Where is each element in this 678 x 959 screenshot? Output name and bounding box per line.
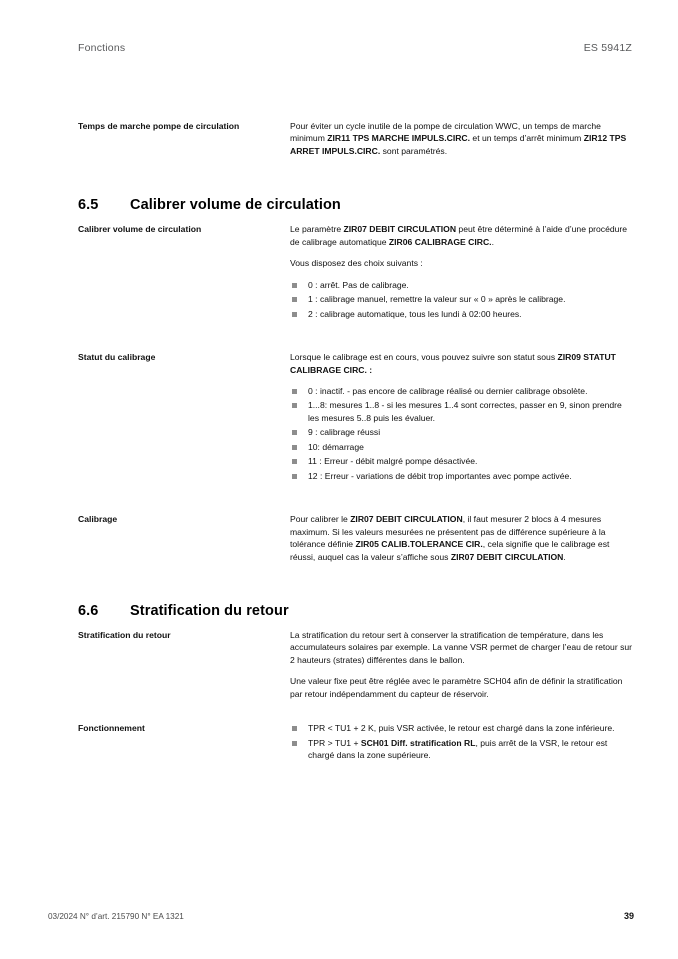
text-run: 11 : Erreur - débit malgré pompe désactivée.: [308, 456, 478, 467]
text-run: Le paramètre: [290, 224, 344, 235]
text-run: .: [491, 236, 494, 247]
list-item: [290, 426, 634, 438]
text-run: 1 : calibrage manuel, remettre la valeur sur « 0 » après le calibrage.: [308, 294, 566, 305]
section-title: Stratification du retour: [130, 602, 289, 619]
list-item: [290, 279, 634, 291]
text-run: 2 : calibrage automatique, tous les lundi à 02:00 heures.: [308, 308, 522, 319]
text-run: La stratification du retour sert à conserver la stratification de température, dans les accumulateurs solaires par exemple. La vanne VSR permet de charger l’eau de retour sur 2 hauteurs (strates) différentes dans le ballon.: [290, 629, 633, 665]
text-run: 9 : calibrage réussi: [308, 427, 381, 438]
text-run: , puis arrêt de la VSR, le retour est chargé dans la zone supérieure.: [308, 737, 608, 761]
block-temps-de-marche: [78, 120, 634, 157]
block-stratification-retour: [78, 629, 634, 700]
paragraph: [290, 513, 634, 563]
block-body: [290, 120, 634, 157]
block-calibrer-volume: [78, 223, 634, 329]
block-label: Calibrage: [78, 514, 118, 525]
footer-document-info: 03/2024 N° d’art. 215790 N° EA 1321: [48, 912, 184, 921]
block-label: Temps de marche pompe de circulation: [78, 121, 240, 131]
text-run: 1...8: mesures 1..8 - si les mesures 1..4 sont correctes, passer en 9, sinon prendre les mesures 5..8 puis les évaluer.: [308, 400, 622, 423]
paragraph: [290, 675, 634, 700]
text-run: , il faut mesurer 2 blocs à 4 mesures maximum. Si les valeurs mesurées ne présentent pas de différence supérieure à la tolérance définie: [290, 514, 606, 550]
text-run: Lorsque le calibrage est en cours, vous pouvez suivre son statut sous: [290, 352, 558, 363]
header-chapter-label: Fonctions: [78, 42, 126, 54]
parameter-name: ZIR05 CALIB.TOLERANCE CIR.: [355, 539, 483, 550]
block-body: [290, 223, 634, 329]
list-item: [290, 308, 634, 320]
parameter-name: ZIR11 TPS MARCHE IMPULS.CIRC.: [327, 133, 471, 144]
page-content: [78, 120, 634, 771]
text-run: TPR > TU1 +: [308, 737, 361, 748]
section-heading-6-5: [78, 197, 634, 213]
list-item: [290, 385, 634, 397]
text-run: 0 : inactif. - pas encore de calibrage réalisé ou dernier calibrage obsolète.: [308, 385, 588, 396]
list-item: [290, 441, 634, 453]
page-footer: [48, 911, 634, 921]
text-run: 10: démarrage: [308, 441, 364, 452]
text-run: Vous disposez des choix suivants :: [290, 258, 423, 269]
text-run: Une valeur fixe peut être réglée avec le paramètre SCH04 afin de définir la stratification par retour indépendamment du capteur de réservoir.: [290, 676, 623, 699]
bullet-list: [290, 279, 634, 320]
paragraph: [290, 351, 634, 376]
block-body: [290, 351, 634, 491]
list-item: [290, 455, 634, 467]
parameter-name: ZIR06 CALIBRAGE CIRC.: [388, 236, 492, 247]
text-run: et un temps d’arrêt minimum: [470, 133, 584, 144]
parameter-name: SCH01 Diff. stratification RL: [360, 737, 476, 748]
list-item: [290, 470, 634, 482]
list-item: [290, 737, 634, 762]
block-body: [290, 629, 634, 700]
header-document-code: ES 5941Z: [583, 42, 632, 54]
block-body: [290, 722, 634, 770]
text-run: Pour calibrer le: [290, 514, 351, 525]
bullet-list: [290, 722, 634, 761]
page-header: [78, 42, 632, 54]
text-run: TPR < TU1 + 2 K, puis VSR activée, le retour est chargé dans la zone inférieure.: [308, 723, 615, 734]
text-run: Pour éviter un cycle inutile de la pompe de circulation WWC, un temps de marche minimum: [290, 121, 601, 144]
section-heading-6-6: [78, 603, 634, 619]
text-run: , cela signifie que le calibrage est réussi, auquel cas la valeur s’affiche sous: [290, 539, 610, 562]
block-calibrage: [78, 513, 634, 563]
block-label: Statut du calibrage: [78, 352, 156, 363]
section-title: Calibrer volume de circulation: [130, 197, 341, 214]
block-body: [290, 513, 634, 563]
paragraph: [290, 120, 634, 157]
paragraph: [290, 629, 634, 666]
parameter-name: ZIR09 STATUT CALIBRAGE CIRC. :: [290, 352, 616, 375]
block-label: Fonctionnement: [78, 723, 145, 734]
parameter-name: ZIR07 DEBIT CIRCULATION: [450, 551, 564, 562]
list-item: [290, 722, 634, 734]
text-run: 12 : Erreur - variations de débit trop importantes avec pompe activée.: [308, 470, 572, 481]
text-run: peut être déterminé à l’aide d’une procédure de calibrage automatique: [290, 224, 628, 247]
text-run: 0 : arrêt. Pas de calibrage.: [308, 279, 409, 290]
paragraph: [290, 223, 634, 248]
block-fonctionnement: [78, 722, 634, 770]
block-label: Calibrer volume de circulation: [78, 224, 202, 235]
page-number: 39: [623, 911, 634, 921]
parameter-name: ZIR07 DEBIT CIRCULATION: [350, 514, 463, 525]
bullet-list: [290, 385, 634, 482]
list-item: [290, 399, 634, 424]
list-item: [290, 293, 634, 305]
text-run: sont paramétrés.: [380, 145, 448, 156]
paragraph: [290, 257, 634, 269]
section-number: 6.5: [78, 197, 99, 214]
block-statut-calibrage: [78, 351, 634, 491]
text-run: .: [563, 551, 566, 562]
section-number: 6.6: [78, 602, 99, 619]
block-label: Stratification du retour: [78, 629, 171, 640]
parameter-name: ZIR12 TPS ARRET IMPULS.CIRC.: [290, 133, 627, 156]
parameter-name: ZIR07 DEBIT CIRCULATION: [343, 224, 457, 235]
